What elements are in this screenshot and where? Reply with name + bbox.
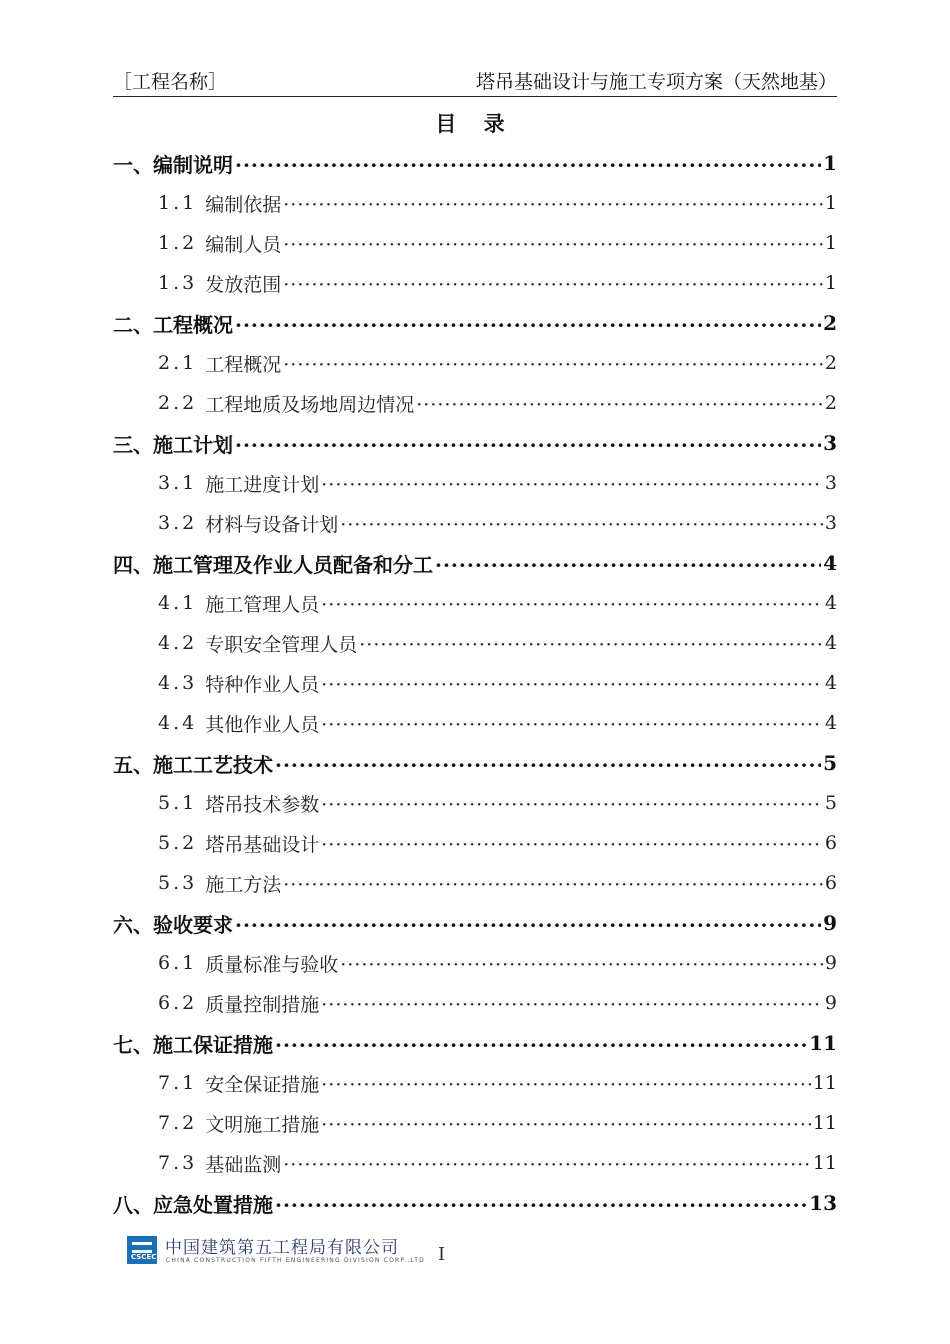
toc-entry-page: 1 — [824, 272, 837, 294]
toc-entry-number: 2.1 — [158, 352, 198, 374]
toc-entry-page: 9 — [824, 952, 837, 974]
toc-entry-title: 塔吊基础设计 — [205, 833, 320, 856]
toc-entry-page: 6 — [824, 832, 837, 854]
page-number: I — [438, 1244, 446, 1265]
toc-entry-page: 3 — [824, 472, 837, 494]
toc-section-entry[interactable] — [113, 383, 837, 423]
toc-section-entry[interactable] — [113, 583, 837, 623]
toc-entry-number: 4.4 — [158, 712, 198, 734]
toc-title: 目 录 — [435, 111, 515, 136]
dot-leader — [275, 1033, 807, 1053]
toc-entry-number: 4.3 — [158, 672, 198, 694]
toc-entry-page: 2 — [823, 311, 837, 335]
toc-entry-number: 7.3 — [158, 1152, 198, 1174]
toc-entry-page: 1 — [824, 192, 837, 214]
dot-leader — [321, 674, 823, 693]
toc-section-entry[interactable] — [113, 463, 837, 503]
toc-entry-number: 5.1 — [158, 792, 198, 814]
toc-chapter-entry[interactable] — [113, 1023, 837, 1063]
dot-leader — [235, 913, 821, 933]
toc-entry-page: 4 — [824, 672, 837, 694]
toc-section-entry[interactable] — [113, 1143, 837, 1183]
dot-leader — [321, 594, 823, 613]
toc-entry-page: 5 — [824, 792, 837, 814]
dot-leader — [321, 1114, 811, 1133]
dot-leader — [283, 194, 823, 213]
dot-leader — [283, 274, 823, 293]
dot-leader — [359, 634, 823, 653]
company-name-cn: 中国建筑第五工程局有限公司 — [165, 1238, 399, 1258]
toc-entry-title: 工程概况 — [205, 353, 282, 376]
dot-leader — [321, 714, 823, 733]
toc-entry-title: 二、工程概况 — [113, 312, 233, 337]
dot-leader — [321, 834, 823, 853]
toc-entry-title: 其他作业人员 — [205, 713, 320, 736]
toc-entry-number: 1.1 — [158, 192, 198, 214]
toc-entry-title: 编制依据 — [205, 193, 282, 216]
toc-section-entry[interactable] — [113, 503, 837, 543]
toc-entry-title: 施工方法 — [205, 873, 282, 896]
toc-entry-title: 编制人员 — [205, 233, 282, 256]
toc-chapter-entry[interactable] — [113, 303, 837, 343]
toc-entry-number: 6.2 — [158, 992, 198, 1014]
toc-entry-page: 1 — [824, 232, 837, 254]
toc-chapter-entry[interactable] — [113, 143, 837, 183]
toc-entry-title: 塔吊技术参数 — [205, 793, 320, 816]
toc-entry-number: 3.1 — [158, 472, 198, 494]
toc-section-entry[interactable] — [113, 343, 837, 383]
dot-leader — [435, 553, 821, 573]
table-of-contents — [113, 143, 837, 1223]
toc-entry-title: 施工进度计划 — [205, 473, 320, 496]
toc-entry-page: 4 — [824, 712, 837, 734]
toc-entry-title: 发放范围 — [205, 273, 282, 296]
toc-entry-page: 3 — [824, 512, 837, 534]
dot-leader — [321, 994, 823, 1013]
dot-leader — [283, 354, 823, 373]
toc-section-entry[interactable] — [113, 943, 837, 983]
toc-section-entry[interactable] — [113, 183, 837, 223]
toc-entry-title: 六、验收要求 — [113, 912, 233, 937]
dot-leader — [321, 1074, 811, 1093]
toc-chapter-entry[interactable] — [113, 423, 837, 463]
toc-entry-title: 三、施工计划 — [113, 432, 233, 457]
toc-chapter-entry[interactable] — [113, 543, 837, 583]
toc-entry-title: 基础监测 — [205, 1153, 282, 1176]
toc-section-entry[interactable] — [113, 663, 837, 703]
toc-entry-number: 4.2 — [158, 632, 198, 654]
dot-leader — [235, 153, 821, 173]
toc-entry-title: 工程地质及场地周边情况 — [205, 393, 415, 416]
toc-section-entry[interactable] — [113, 783, 837, 823]
toc-entry-title: 施工管理人员 — [205, 593, 320, 616]
dot-leader — [321, 794, 823, 813]
dot-leader — [235, 433, 821, 453]
toc-entry-page: 3 — [823, 431, 837, 455]
toc-entry-page: 9 — [823, 911, 837, 935]
toc-section-entry[interactable] — [113, 823, 837, 863]
toc-entry-page: 1 — [823, 151, 837, 175]
toc-chapter-entry[interactable] — [113, 743, 837, 783]
toc-entry-title: 一、编制说明 — [113, 152, 233, 177]
toc-entry-number: 5.3 — [158, 872, 198, 894]
toc-entry-page: 9 — [824, 992, 837, 1014]
toc-section-entry[interactable] — [113, 223, 837, 263]
toc-entry-page: 4 — [823, 551, 837, 575]
header-document-title: 塔吊基础设计与施工专项方案（天然地基） — [475, 71, 837, 93]
toc-chapter-entry[interactable] — [113, 1183, 837, 1223]
toc-entry-page: 2 — [824, 352, 837, 374]
toc-entry-page: 11 — [812, 1072, 837, 1094]
toc-section-entry[interactable] — [113, 703, 837, 743]
toc-section-entry[interactable] — [113, 623, 837, 663]
toc-entry-number: 2.2 — [158, 392, 198, 414]
toc-entry-title: 安全保证措施 — [205, 1073, 320, 1096]
toc-entry-title: 四、施工管理及作业人员配备和分工 — [113, 552, 433, 577]
page-footer — [127, 1232, 827, 1272]
toc-entry-page: 13 — [809, 1191, 837, 1215]
toc-section-entry[interactable] — [113, 983, 837, 1023]
toc-entry-number: 6.1 — [158, 952, 198, 974]
toc-entry-page: 4 — [824, 592, 837, 614]
toc-entry-number: 7.1 — [158, 1072, 198, 1094]
toc-entry-page: 11 — [812, 1112, 837, 1134]
toc-section-entry[interactable] — [113, 263, 837, 303]
toc-entry-page: 5 — [823, 751, 837, 775]
toc-entry-number: 3.2 — [158, 512, 198, 534]
company-logo-icon: CSCEC — [127, 1236, 157, 1264]
page-header — [113, 64, 837, 97]
dot-leader — [275, 753, 821, 773]
dot-leader — [275, 1193, 807, 1213]
dot-leader — [283, 874, 823, 893]
toc-entry-title: 特种作业人员 — [205, 673, 320, 696]
toc-entry-page: 11 — [809, 1031, 837, 1055]
toc-section-entry[interactable] — [113, 1063, 837, 1103]
toc-entry-title: 质量标准与验收 — [205, 953, 339, 976]
toc-section-entry[interactable] — [113, 1103, 837, 1143]
toc-entry-title: 质量控制措施 — [205, 993, 320, 1016]
toc-entry-title: 七、施工保证措施 — [113, 1032, 273, 1057]
dot-leader — [321, 474, 823, 493]
toc-entry-number: 1.2 — [158, 232, 198, 254]
toc-entry-page: 11 — [812, 1152, 837, 1174]
dot-leader — [235, 313, 821, 333]
toc-entry-title: 文明施工措施 — [205, 1113, 320, 1136]
header-project-name: ［工程名称］ — [113, 71, 228, 93]
toc-entry-page: 4 — [824, 632, 837, 654]
toc-entry-page: 2 — [824, 392, 837, 414]
toc-entry-number: 4.1 — [158, 592, 198, 614]
toc-entry-number: 5.2 — [158, 832, 198, 854]
toc-entry-number: 7.2 — [158, 1112, 198, 1134]
toc-entry-title: 八、应急处置措施 — [113, 1192, 273, 1217]
dot-leader — [416, 394, 823, 413]
dot-leader — [340, 514, 823, 533]
dot-leader — [340, 954, 823, 973]
dot-leader — [283, 234, 823, 253]
company-name-en: CHINA CONSTRUCTION FIFTH ENGINEERING DIVISION CORP.,LTD — [166, 1257, 425, 1264]
toc-entry-title: 五、施工工艺技术 — [113, 752, 273, 777]
toc-entry-title: 材料与设备计划 — [205, 513, 339, 536]
toc-entry-title: 专职安全管理人员 — [205, 633, 358, 656]
toc-entry-page: 6 — [824, 872, 837, 894]
toc-section-entry[interactable] — [113, 863, 837, 903]
toc-chapter-entry[interactable] — [113, 903, 837, 943]
dot-leader — [283, 1154, 811, 1173]
toc-entry-number: 1.3 — [158, 272, 198, 294]
